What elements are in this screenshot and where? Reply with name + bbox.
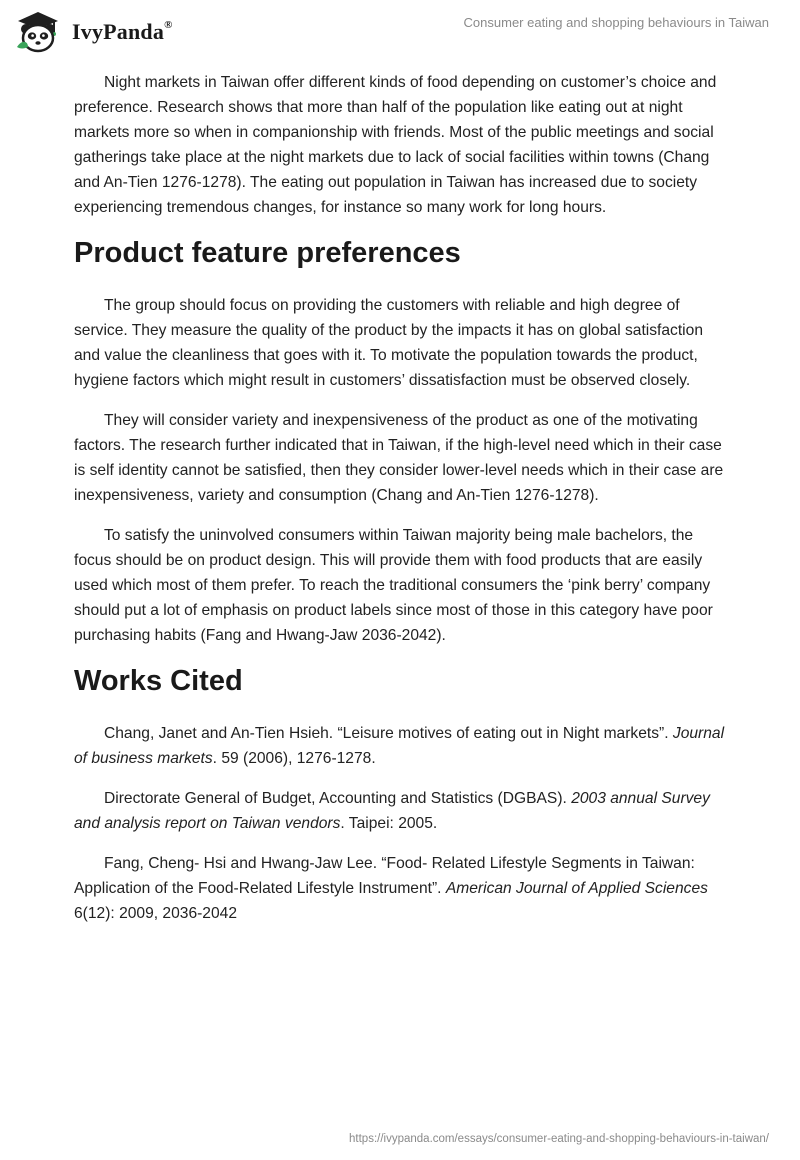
registered-mark: ® <box>164 18 173 31</box>
section-heading-product-feature-preferences: Product feature preferences <box>74 237 461 269</box>
citation-source-title: Journal of business markets <box>74 725 725 767</box>
citation-text: Chang, Janet and An-Tien Hsieh. “Leisure motives of eating out in Night markets”. <box>104 725 673 742</box>
brand-name[interactable] <box>72 19 173 45</box>
citation-item <box>74 721 730 771</box>
section-heading-works-cited: Works Cited <box>74 665 243 697</box>
essay-body <box>74 70 730 941</box>
paragraph-product-3: To satisfy the uninvolved consumers within Taiwan majority being male bachelors, the focus should be on product design. This will provide them with food products that are easily used which most of them prefer. To reach the traditional consumers the ‘pink berry’ company should put a lot of emphasis on product labels since most of those in this category have poor purchasing habits (Fang and Hwang-Jaw 2036-2042). <box>74 527 713 644</box>
citation-text: Directorate General of Budget, Accounting and Statistics (DGBAS). <box>104 790 572 807</box>
paragraph-intro: Night markets in Taiwan offer different kinds of food depending on customer’s choice and preference. Research shows that more than half of the population like eating out at night markets more so when in companionship with friends. Most of the public meetings and social gatherings take place at the night markets due to lack of social facilities within towns (Chang and An-Tien 1276-1278). The eating out population in Taiwan has increased due to society experiencing tremendous changes, for instance so many work for long hours. <box>74 74 717 216</box>
ivypanda-logo-icon[interactable] <box>14 9 62 53</box>
citation-source-title: American Journal of Applied Sciences <box>445 880 708 897</box>
footer-url-link[interactable]: https://ivypanda.com/essays/consumer-eating-and-shopping-behaviours-in-taiwan/ <box>349 1133 769 1145</box>
paragraph-product-1: The group should focus on providing the customers with reliable and high degree of service. They measure the quality of the product by the impacts it has on global satisfaction and value the cleanliness that goes with it. To motivate the population towards the product, hygiene factors which might result in customers’ dissatisfaction must be observed closely. <box>74 297 703 389</box>
citation-source-title: 2003 annual Survey and analysis report on Taiwan vendors <box>74 790 710 832</box>
citation-details: 6(12): 2009, 2036-2042 <box>74 905 237 922</box>
citation-details: . Taipei: 2005. <box>340 815 438 832</box>
citation-item <box>74 851 730 926</box>
brand-name-text: IvyPanda <box>72 19 165 44</box>
citation-details: . 59 (2006), 1276-1278. <box>212 750 376 767</box>
citation-item <box>74 786 730 836</box>
paragraph-product-2: They will consider variety and inexpensiveness of the product as one of the motivating factors. The research further indicated that in Taiwan, if the high-level need which in their case is self identity cannot be satisfied, then they consider lower-level needs which in their case are inexpensiveness, variety and consumption (Chang and An-Tien 1276-1278). <box>74 412 724 504</box>
page-header <box>0 0 800 60</box>
document-title: Consumer eating and shopping behaviours in Taiwan <box>463 15 769 30</box>
citation-text: Fang, Cheng- Hsi and Hwang-Jaw Lee. “Food- Related Lifestyle Segments in Taiwan: Application of the Food-Related Lifestyle Instrument”. <box>74 855 695 897</box>
